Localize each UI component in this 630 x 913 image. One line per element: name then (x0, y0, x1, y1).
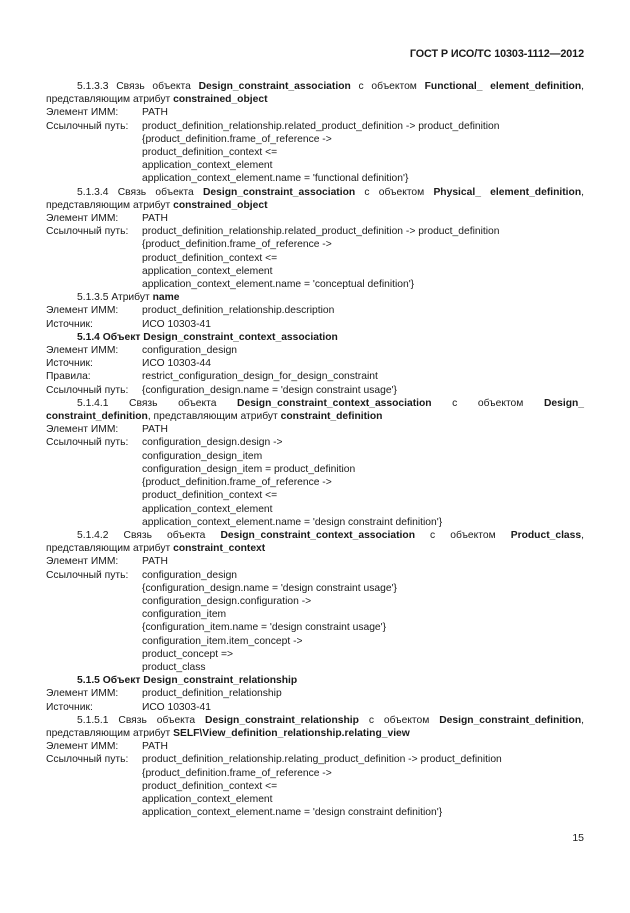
field-label: Источник: (46, 318, 93, 330)
field-value: ИСО 10303-44 (142, 358, 211, 370)
bold-term: Design_constraint_context_association (143, 331, 338, 343)
path-continuation: configuration_design_item (142, 450, 263, 462)
field-label: Ссылочный путь: (46, 384, 129, 396)
path-continuation: {product_definition.frame_of_reference -> (142, 477, 332, 489)
text-run: 5.1.3.5 Атрибут (77, 292, 153, 304)
field-row (46, 370, 584, 383)
text-run: с объектом (415, 529, 511, 541)
path-continuation: product_definition_context <= (142, 147, 278, 159)
bold-term: Design_constraint_context_association (237, 397, 432, 409)
field-value: restrict_configuration_design_for_design_constraint (142, 371, 378, 383)
bold-term: Design_constraint_association (202, 186, 356, 198)
bold-term: name (152, 292, 180, 304)
field-label: Элемент ИММ: (46, 741, 119, 753)
bold-term: Design_constraint_relationship (143, 675, 298, 687)
field-value: ИСО 10303-41 (142, 701, 211, 713)
path-continuation: {configuration_item.name = 'design constraint usage'} (142, 622, 387, 634)
field-row (46, 384, 584, 397)
field-label: Элемент ИММ: (46, 556, 119, 568)
bold-term: constraint_context (173, 543, 266, 555)
path-continuation: product_definition_context <= (142, 780, 278, 792)
section-paragraph (46, 529, 584, 555)
bold-term: 5.1.5 Объект (77, 675, 144, 687)
field-label: Ссылочный путь: (46, 754, 129, 766)
field-row (46, 423, 584, 436)
field-value: product_definition_relationship.description (142, 305, 335, 317)
field-value: configuration_design (142, 345, 238, 357)
section-paragraph (46, 80, 584, 106)
path-continuation: application_context_element.name = 'design constraint definition'} (142, 516, 443, 528)
field-label: Элемент ИММ: (46, 305, 119, 317)
field-label: Элемент ИММ: (46, 213, 119, 225)
field-row (46, 318, 584, 331)
path-continuation: {product_definition.frame_of_reference -> (142, 239, 332, 251)
bold-term: SELF\View_definition_relationship.relating_view (173, 727, 410, 739)
text-run: с объектом (358, 714, 440, 726)
section-paragraph (46, 397, 584, 423)
text-run: , представляющим атрибут (46, 714, 584, 739)
bold-term: Physical_ element_definition (433, 186, 582, 198)
field-row (46, 701, 584, 714)
section-heading (46, 331, 584, 344)
document-body (46, 80, 584, 819)
section-paragraph (46, 714, 584, 740)
bold-term: Product_class (510, 529, 582, 541)
field-label: Ссылочный путь: (46, 569, 129, 581)
field-value: PATH (142, 741, 168, 753)
path-continuation: {configuration_design.name = 'design constraint usage'} (142, 582, 397, 594)
field-value: PATH (142, 107, 168, 119)
field-label: Элемент ИММ: (46, 424, 119, 436)
field-row (46, 569, 584, 582)
bold-term: 5.1.4 Объект (77, 331, 144, 343)
field-row (46, 555, 584, 568)
section-heading (46, 291, 584, 304)
field-row (46, 740, 584, 753)
path-continuation: configuration_item (142, 609, 227, 621)
text-run: с объектом (355, 186, 434, 198)
path-continuation: application_context_element (142, 160, 273, 172)
section-paragraph (46, 186, 584, 212)
text-run: , представляющим атрибут (147, 411, 281, 423)
path-continuation: product_definition_context <= (142, 252, 278, 264)
path-continuation: {product_definition.frame_of_reference -> (142, 767, 332, 779)
field-value: product_definition_relationship.related_product_definition -> product_definition (142, 120, 500, 132)
field-value: product_definition_relationship.relating_product_definition -> product_definition (142, 754, 502, 766)
field-label: Элемент ИММ: (46, 345, 119, 357)
field-label: Правила: (46, 371, 91, 383)
page-number: 15 (572, 832, 584, 844)
field-value: configuration_design (142, 569, 238, 581)
path-continuation: product_concept => (142, 648, 234, 660)
field-value: PATH (142, 213, 168, 225)
field-value: product_definition_relationship (142, 688, 282, 700)
field-value: configuration_design.design -> (142, 437, 283, 449)
bold-term: constrained_object (173, 94, 268, 106)
field-row (46, 344, 584, 357)
text-run: , представляющим атрибут (46, 81, 585, 106)
field-row (46, 687, 584, 700)
text-run: с объектом (350, 81, 425, 92)
field-label: Источник: (46, 701, 93, 713)
field-label: Источник: (46, 358, 93, 370)
field-row (46, 304, 584, 317)
field-row (46, 120, 584, 133)
field-row (46, 225, 584, 238)
path-continuation: {product_definition.frame_of_reference -> (142, 133, 332, 145)
path-continuation: configuration_design_item = product_definition (142, 463, 356, 475)
field-row (46, 106, 584, 119)
document-header: ГОСТ Р ИСО/ТС 10303-1112—2012 (409, 48, 584, 60)
path-continuation: application_context_element.name = 'design constraint definition'} (142, 807, 443, 819)
field-label: Ссылочный путь: (46, 226, 129, 238)
path-continuation: configuration_design.configuration -> (142, 595, 312, 607)
path-continuation: application_context_element (142, 503, 273, 515)
field-value: PATH (142, 424, 168, 436)
field-row (46, 212, 584, 225)
bold-term: Design_constraint_context_association (220, 529, 415, 541)
field-row (46, 436, 584, 449)
field-value: ИСО 10303-41 (142, 318, 211, 330)
path-continuation: application_context_element (142, 265, 273, 277)
bold-term: Design_constraint_association (198, 81, 351, 92)
path-continuation: application_context_element.name = 'functional definition'} (142, 173, 409, 185)
path-continuation: configuration_item.item_concept -> (142, 635, 303, 647)
path-continuation: application_context_element (142, 793, 273, 805)
field-label: Элемент ИММ: (46, 107, 119, 119)
field-label: Ссылочный путь: (46, 120, 129, 132)
field-value: PATH (142, 556, 168, 568)
text-run: , представляющим атрибут (46, 186, 585, 211)
text-run: 5.1.3.4 Связь объекта (77, 186, 203, 198)
field-value: product_definition_relationship.related_product_definition -> product_definition (142, 226, 500, 238)
bold-term: Design_constraint_relationship (205, 714, 359, 726)
field-row (46, 753, 584, 766)
text-run: 5.1.4.2 Связь объекта (77, 529, 221, 541)
section-heading (46, 674, 584, 687)
text-run: с объектом (431, 397, 544, 409)
field-row (46, 357, 584, 370)
text-run: 5.1.5.1 Связь объекта (77, 714, 206, 726)
bold-term: constrained_object (173, 199, 268, 211)
text-run: 5.1.4.1 Связь объекта (77, 397, 238, 409)
field-label: Элемент ИММ: (46, 688, 119, 700)
path-continuation: application_context_element.name = 'conceptual definition'} (142, 279, 415, 291)
bold-term: Functional_ element_definition (424, 81, 582, 92)
path-continuation: product_definition_context <= (142, 490, 278, 502)
bold-term: Design_constraint_definition (439, 714, 582, 726)
bold-term: Design_ constraint_definition (46, 397, 584, 423)
field-value: {configuration_design.name = 'design constraint usage'} (142, 384, 397, 396)
bold-term: constraint_definition (280, 411, 383, 423)
path-continuation: product_class (142, 661, 206, 673)
text-run: , представляющим атрибут (46, 529, 584, 555)
text-run: 5.1.3.3 Связь объекта (77, 81, 199, 92)
field-label: Ссылочный путь: (46, 437, 129, 449)
